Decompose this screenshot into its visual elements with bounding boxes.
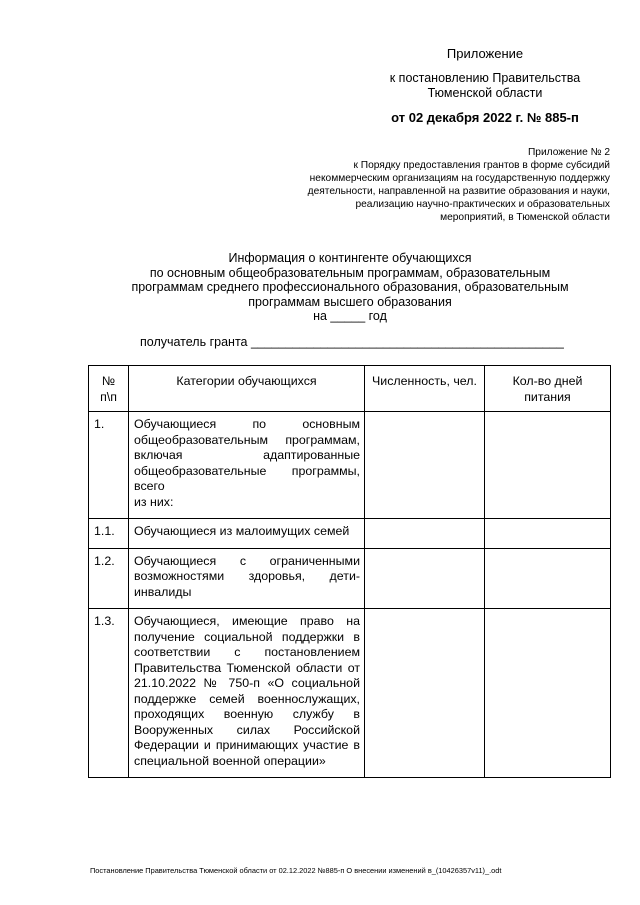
document-footer: Постановление Правительства Тюменской области от 02.12.2022 №885-п О внесении изменений в_(10426357v11)_.odt <box>90 866 502 875</box>
meal-days-cell[interactable] <box>485 519 611 549</box>
header-meal-days: Кол-во дней питания <box>485 366 611 412</box>
title-line: программам высшего образования <box>248 294 452 309</box>
contingent-table <box>88 365 611 778</box>
table-row <box>89 412 611 519</box>
appendix-label: Приложение <box>446 46 524 61</box>
appendix2-header <box>240 146 610 224</box>
row-number: 1.3. <box>89 609 129 778</box>
row-category-text: Обучающиеся по основным общеобразовательным программам, включая адаптированные общеобразовательные программы, всего <box>134 417 360 493</box>
count-cell[interactable] <box>365 548 485 609</box>
appendix2-line: некоммерческим организациям на государственную поддержку <box>309 173 610 184</box>
count-cell[interactable] <box>365 519 485 549</box>
header-category: Категории обучающихся <box>129 366 365 412</box>
document-title <box>90 251 610 324</box>
appendix2-line: деятельности, направленной на развитие образования и науки, <box>307 186 610 197</box>
row-number: 1.2. <box>89 548 129 609</box>
table-row <box>89 548 611 609</box>
appendix-date-number: от 02 декабря 2022 г. № 885-п <box>391 110 579 125</box>
count-cell[interactable] <box>365 609 485 778</box>
table-row <box>89 609 611 778</box>
count-cell[interactable] <box>365 412 485 519</box>
table-row <box>89 519 611 549</box>
header-count: Численность, чел. <box>365 366 485 412</box>
title-line: программам среднего профессионального образования, образовательным <box>131 280 569 295</box>
appendix2-line: мероприятий, в Тюменской области <box>440 212 610 223</box>
meal-days-cell[interactable] <box>485 609 611 778</box>
appendix2-line: к Порядку предоставления грантов в форме субсидий <box>353 160 610 171</box>
row-category <box>129 412 365 519</box>
row-category: Обучающиеся с ограниченными возможностями здоровья, дети-инвалиды <box>129 548 365 609</box>
appendix-decree-ref: к постановлению Правительства <box>389 71 581 85</box>
title-year-line: на _____ год <box>313 309 387 324</box>
row-number: 1.1. <box>89 519 129 549</box>
appendix-header <box>360 46 610 125</box>
title-line: по основным общеобразовательным программам, образовательным <box>149 265 551 280</box>
appendix2-label: Приложение № 2 <box>527 147 610 158</box>
meal-days-cell[interactable] <box>485 548 611 609</box>
row-category: Обучающиеся, имеющие право на получение социальной поддержки в соответствии с постановлением Правительства Тюменской области от 21.10.2022 № 750-п «О социальной поддержке семей военнослужащих, проходящих военную службу в Вооруженных силах Российской Федерации и принимающих участие в специальной военной операции» <box>129 609 365 778</box>
meal-days-cell[interactable] <box>485 412 611 519</box>
appendix-region: Тюменской области <box>427 86 543 100</box>
table-header-row <box>89 366 611 412</box>
header-number: № п\п <box>89 366 129 412</box>
appendix2-line: реализацию научно-практических и образовательных <box>355 199 610 210</box>
row-category: Обучающиеся из малоимущих семей <box>129 519 365 549</box>
row-number: 1. <box>89 412 129 519</box>
grant-recipient-line: получатель гранта _____________________________________________ <box>140 335 564 349</box>
title-line: Информация о контингенте обучающихся <box>228 251 472 265</box>
row-category-subnote: из них: <box>134 494 174 509</box>
